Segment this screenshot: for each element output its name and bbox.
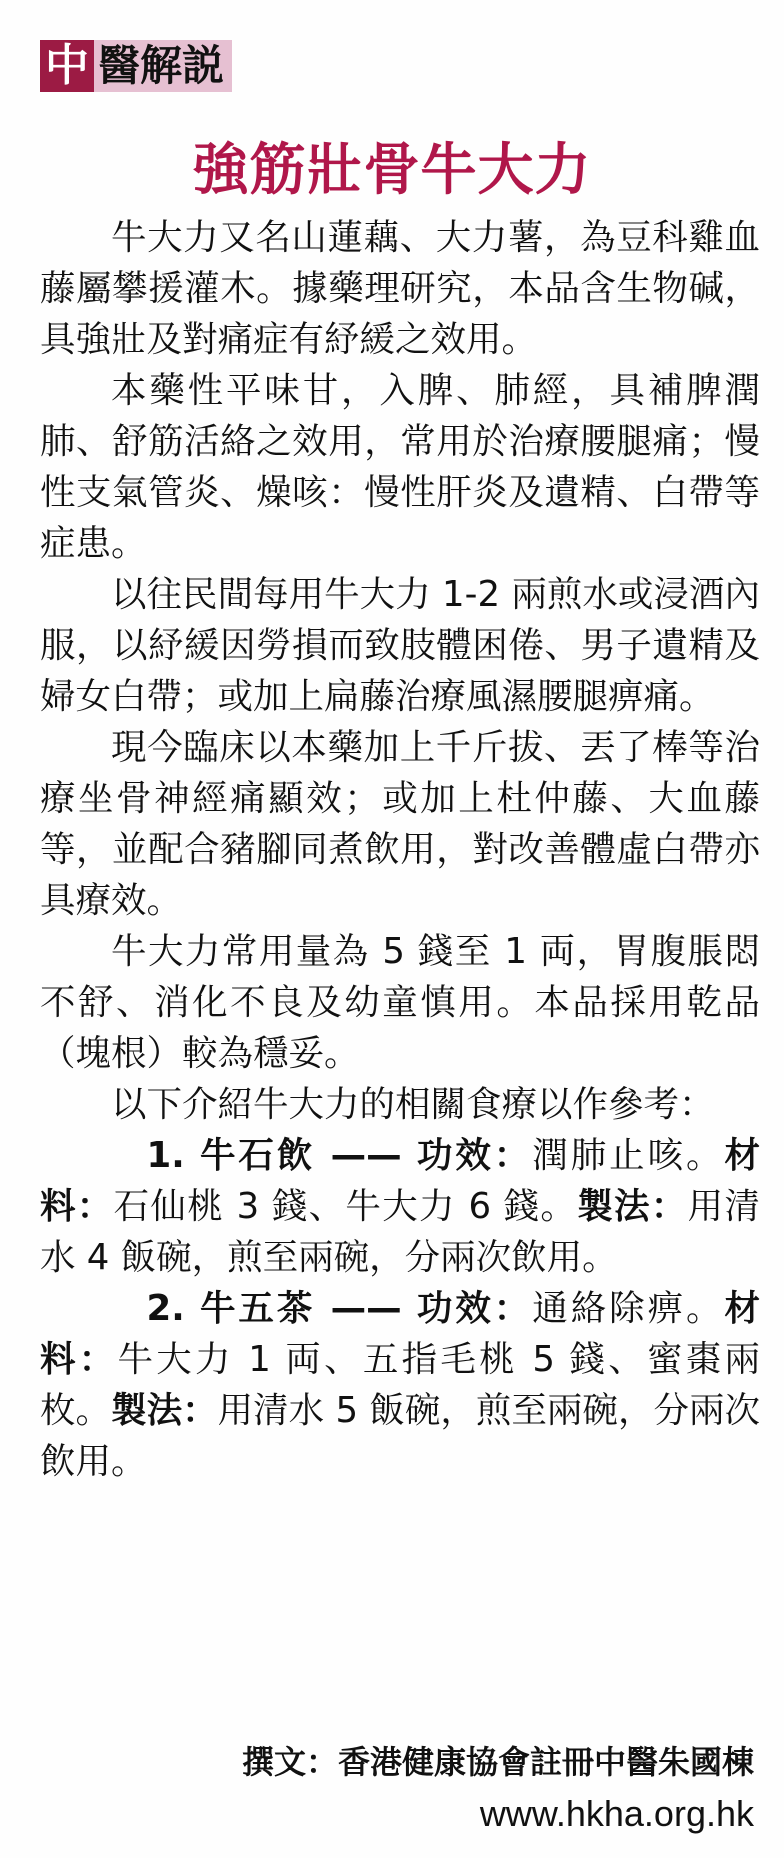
paragraph-properties: 本藥性平味甘，入脾、肺經，具補脾潤肺、舒筋活絡之效用，常用於治療腰腿痛；慢性支氣管炎、燥咳：慢性肝炎及遺精、白帶等症患。 — [40, 370, 760, 564]
author-signature: 撰文：香港健康協會註冊中醫朱國棟 — [241, 1743, 754, 1781]
column-tag — [40, 40, 232, 92]
recipe-1-method: 用清水 4 飯碗，煎至兩碗，分兩次飲用。 — [40, 1186, 760, 1278]
recipe-2-method-label: 製法： — [111, 1390, 218, 1431]
website-link[interactable]: www.hkha.org.hk — [479, 1793, 754, 1834]
paragraph-dosage: 牛大力常用量為 5 錢至 1 両，胃腹脹悶不舒、消化不良及幼童慎用。本品採用乾品（塊根）較為穩妥。 — [40, 931, 760, 1074]
recipe-1-effect: 潤肺止咳。 — [532, 1135, 725, 1176]
paragraph-clinical-use: 現今臨床以本藥加上千斤拔、丟了棒等治療坐骨神經痛顯效；或加上杜仲藤、大血藤等，並配合豬腳同煮飲用，對改善體虛白帶亦具療效。 — [40, 727, 760, 921]
recipe-2 — [40, 1283, 760, 1487]
paragraph-intro: 牛大力又名山蓮藕、大力薯，為豆科雞血藤屬攀援灌木。據藥理研究，本品含生物碱，具強壯及對痛症有紓緩之效用。 — [40, 217, 760, 360]
recipe-2-materials: 牛大力 1 両、五指毛桃 5 錢、蜜棗兩枚。 — [40, 1339, 760, 1431]
recipe-1-materials: 石仙桃 3 錢、牛大力 6 錢。 — [113, 1186, 578, 1227]
article-title: 強筋壯骨牛大力 — [192, 138, 592, 203]
recipe-1-heading: 1. 牛石飲 —— 功效： — [146, 1135, 533, 1176]
column-tag-box: 中 — [40, 40, 94, 92]
recipe-1-method-label: 製法： — [577, 1186, 688, 1227]
recipe-1 — [40, 1130, 760, 1283]
column-tag-text: 醫解説 — [98, 41, 225, 90]
recipe-2-heading: 2. 牛五茶 —— 功效： — [146, 1288, 533, 1329]
recipe-2-effect: 通絡除痹。 — [532, 1288, 725, 1329]
article-body — [40, 212, 760, 1487]
recipe-1-materials-label: 材料： — [40, 1135, 760, 1227]
paragraph-recipes-intro: 以下介紹牛大力的相關食療以作參考： — [111, 1084, 715, 1125]
recipe-2-materials-label: 材料： — [40, 1288, 760, 1380]
paragraph-folk-use: 以往民間每用牛大力 1-2 兩煎水或浸酒內服，以紓緩因勞損而致肢體困倦、男子遺精及婦女白帶；或加上扁藤治療風濕腰腿痹痛。 — [40, 574, 760, 717]
recipe-2-method: 用清水 5 飯碗，煎至兩碗，分兩次飲用。 — [40, 1390, 760, 1482]
